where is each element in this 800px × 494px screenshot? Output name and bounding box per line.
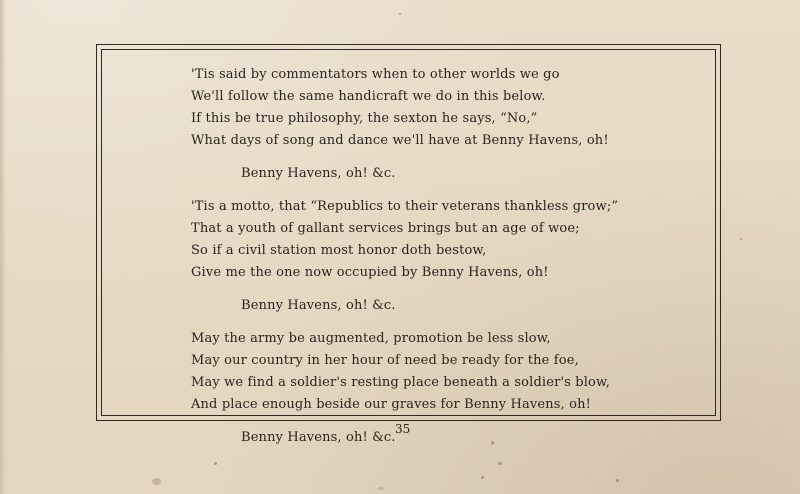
- paper-speck: [498, 462, 502, 465]
- refrain-line: Benny Havens, oh! &c.: [241, 166, 396, 181]
- paper-speck: [378, 487, 384, 490]
- paper-speck: [399, 13, 401, 15]
- paper-speck: [491, 441, 494, 445]
- verse-line: What days of song and dance we'll have at Benny Havens, oh!: [191, 133, 609, 148]
- paper-speck: [740, 238, 742, 240]
- verse-line: We'll follow the same handicraft we do in this below.: [191, 89, 546, 104]
- stanza-3: [191, 328, 711, 449]
- refrain-line: Benny Havens, oh! &c.: [241, 430, 396, 445]
- page-edge-shadow: [0, 0, 6, 494]
- verse-line: If this be true philosophy, the sexton he says, “No,”: [191, 111, 538, 126]
- verse-line: So if a civil station most honor doth bestow,: [191, 243, 487, 258]
- verse-line: May our country in her hour of need be ready for the foe,: [191, 353, 579, 368]
- page-number: 35: [395, 422, 411, 436]
- verse-line: May the army be augmented, promotion be less slow,: [191, 331, 551, 346]
- refrain-line: Benny Havens, oh! &c.: [241, 298, 396, 313]
- paper-speck: [616, 479, 619, 482]
- stanza-1: [191, 64, 711, 185]
- stanza-2: [191, 196, 711, 317]
- paper-speck: [308, 171, 310, 173]
- paper-speck: [152, 478, 161, 485]
- paper-speck: [214, 462, 217, 465]
- verse-line: 'Tis a motto, that “Republics to their veterans thankless grow;”: [191, 199, 619, 214]
- paper-speck: [481, 476, 484, 479]
- verse-line: 'Tis said by commentators when to other worlds we go: [191, 67, 560, 82]
- verse-line: Give me the one now occupied by Benny Havens, oh!: [191, 265, 549, 280]
- verse-line: May we find a soldier's resting place beneath a soldier's blow,: [191, 375, 611, 390]
- poem-text: [191, 64, 711, 449]
- verse-line: And place enough beside our graves for Benny Havens, oh!: [191, 397, 592, 412]
- verse-line: That a youth of gallant services brings but an age of woe;: [191, 221, 580, 236]
